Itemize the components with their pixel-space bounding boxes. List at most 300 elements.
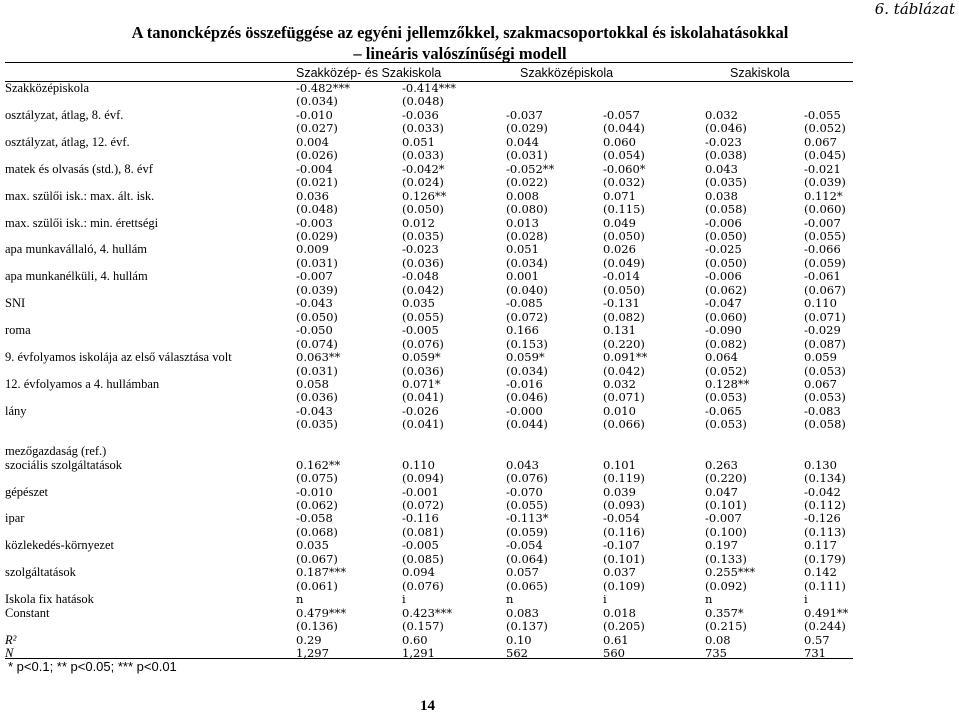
row-label: max. szülői isk.: max. ált. isk.	[5, 188, 155, 203]
table-row-se	[5, 365, 864, 378]
row-label	[5, 230, 296, 243]
significance-note: * p<0.1; ** p<0.05; *** p<0.01	[8, 659, 177, 674]
table-cell: 0.071	[603, 188, 636, 203]
table-cell: (0.034)	[506, 255, 548, 270]
table-row-se	[5, 526, 864, 539]
table-cell: (0.021)	[296, 175, 338, 190]
table-cell: i	[402, 592, 406, 607]
table-cell: 0.263	[705, 457, 738, 472]
table-cell: 0.126**	[402, 188, 447, 203]
row-label: max. szülői isk.: min. érettségi	[5, 215, 159, 230]
table-cell: (0.112)	[804, 498, 846, 513]
table-cell: (0.071)	[804, 309, 846, 324]
table-cell: (0.024)	[402, 175, 444, 190]
row-label: ipar	[5, 511, 25, 526]
row-label: gépészet	[5, 484, 49, 499]
table-row	[5, 566, 864, 579]
table-cell: 0.131	[603, 323, 636, 338]
table-cell: 0.012	[402, 215, 435, 230]
table-row-se	[5, 203, 864, 216]
results-table	[5, 82, 864, 660]
table-cell	[804, 432, 864, 445]
table-cell: 0.059*	[402, 350, 441, 365]
table-cell: -0.126	[804, 511, 841, 526]
row-label	[5, 203, 296, 216]
table-cell: -0.016	[506, 376, 543, 391]
table-cell: 0.047	[705, 484, 738, 499]
table-row-se	[5, 149, 864, 162]
table-cell: (0.055)	[506, 498, 548, 513]
table-cell: (0.087)	[804, 336, 846, 351]
table-cell	[804, 82, 864, 95]
table-cell: 0.039	[603, 484, 636, 499]
table-cell: -0.029	[804, 323, 841, 338]
table-cell: (0.048)	[402, 94, 444, 109]
table-row	[5, 607, 864, 620]
row-label: osztályzat, átlag, 8. évf.	[5, 107, 124, 122]
table-cell: (0.050)	[603, 228, 645, 243]
row-label	[5, 620, 296, 633]
table-cell: (0.046)	[506, 390, 548, 405]
table-cell: (0.052)	[705, 363, 747, 378]
table-cell: 0.049	[603, 215, 636, 230]
row-label	[5, 338, 296, 351]
table-cell: (0.042)	[603, 363, 645, 378]
table-cell: -0.414***	[402, 81, 457, 95]
row-label: roma	[5, 323, 31, 338]
table-cell: 0.29	[296, 632, 322, 647]
table-cell	[506, 82, 603, 95]
table-cell: -0.004	[296, 161, 333, 176]
table-cell: (0.076)	[402, 336, 444, 351]
table-cell: (0.044)	[506, 417, 548, 432]
row-label: szolgáltatások	[5, 565, 76, 580]
table-cell: -0.007	[296, 269, 333, 284]
table-cell: (0.058)	[804, 417, 846, 432]
group-header-szakiskola: Szakiskola	[730, 66, 790, 80]
table-cell: 0.357*	[705, 605, 744, 620]
table-cell	[603, 432, 705, 445]
table-cell: (0.220)	[603, 336, 645, 351]
table-cell: (0.050)	[402, 202, 444, 217]
table-cell: -0.113*	[506, 511, 549, 526]
table-cell: (0.059)	[804, 255, 846, 270]
table-cell: 1,291	[402, 646, 435, 661]
table-cell	[603, 82, 705, 95]
table-cell: 0.043	[506, 457, 539, 472]
table-cell: 0.423***	[402, 605, 453, 620]
table-row-se	[5, 472, 864, 485]
table-cell: (0.049)	[603, 255, 645, 270]
table-cell: 0.060	[603, 134, 636, 149]
table-cell: 0.112*	[804, 188, 843, 203]
table-cell: (0.100)	[705, 524, 747, 539]
table-row	[5, 445, 864, 458]
row-label: mezőgazdaság (ref.)	[5, 444, 107, 459]
table-cell: (0.036)	[296, 390, 338, 405]
table-cell: n	[296, 592, 304, 607]
table-cell	[705, 432, 804, 445]
table-cell: (0.153)	[506, 336, 548, 351]
table-cell: (0.133)	[705, 551, 747, 566]
table-cell: 0.035	[402, 296, 435, 311]
table-cell: (0.062)	[296, 498, 338, 513]
row-label	[5, 432, 296, 445]
table-row	[5, 459, 864, 472]
table-cell: -0.001	[402, 484, 439, 499]
table-row	[5, 109, 864, 122]
row-label: Iskola fix hatások	[5, 592, 94, 607]
table-cell: -0.025	[705, 242, 742, 257]
table-cell: -0.482***	[296, 81, 351, 95]
table-cell: (0.034)	[506, 363, 548, 378]
row-label: apa munkanélküli, 4. hullám	[5, 269, 148, 284]
table-row-se	[5, 499, 864, 512]
table-cell: -0.057	[603, 107, 640, 122]
table-cell: (0.066)	[603, 417, 645, 432]
table-cell: (0.031)	[506, 148, 548, 163]
table-cell: (0.075)	[296, 471, 338, 486]
table-cell: 0.067	[804, 376, 837, 391]
table-row	[5, 539, 864, 552]
table-cell	[402, 445, 506, 458]
table-cell: (0.080)	[506, 202, 548, 217]
table-cell: (0.031)	[296, 255, 338, 270]
row-label	[5, 284, 296, 297]
table-cell: 0.010	[603, 403, 636, 418]
table-cell: (0.179)	[804, 551, 846, 566]
table-cell: 0.491**	[804, 605, 849, 620]
row-label	[5, 418, 296, 431]
table-cell: (0.137)	[506, 619, 548, 634]
table-row	[5, 405, 864, 418]
row-label	[5, 95, 296, 108]
row-label: közlekedés-környezet	[5, 538, 114, 553]
table-cell: (0.041)	[402, 390, 444, 405]
row-label: szociális szolgáltatások	[5, 457, 122, 472]
table-cell: 0.60	[402, 632, 428, 647]
table-cell	[402, 432, 506, 445]
table-cell: 0.166	[506, 323, 539, 338]
table-row-se	[5, 391, 864, 404]
table-cell: 0.142	[804, 565, 837, 580]
table-cell: (0.052)	[804, 121, 846, 136]
table-cell: (0.036)	[402, 255, 444, 270]
table-cell: -0.055	[804, 107, 841, 122]
table-cell: (0.040)	[506, 282, 548, 297]
table-cell: (0.215)	[705, 619, 747, 634]
table-cell: 0.026	[603, 242, 636, 257]
table-cell: (0.065)	[506, 578, 548, 593]
table-cell: -0.010	[296, 484, 333, 499]
table-cell: 0.037	[603, 565, 636, 580]
table-row-se	[5, 230, 864, 243]
row-label	[5, 365, 296, 378]
table-title	[60, 22, 860, 64]
table-cell: (0.028)	[506, 228, 548, 243]
table-cell: (0.039)	[296, 282, 338, 297]
table-cell: (0.058)	[705, 202, 747, 217]
table-cell: 0.071*	[402, 376, 441, 391]
table-row-se	[5, 620, 864, 633]
table-cell: 0.051	[506, 242, 539, 257]
table-cell: (0.071)	[603, 390, 645, 405]
table-cell: 0.008	[506, 188, 539, 203]
table-row-se	[5, 432, 864, 445]
table-cell: 0.018	[603, 605, 636, 620]
table-cell: (0.101)	[705, 498, 747, 513]
table-row	[5, 634, 864, 647]
table-cell: 0.064	[705, 350, 738, 365]
table-cell	[296, 432, 402, 445]
table-cell: -0.042	[804, 484, 841, 499]
table-cell	[506, 445, 603, 458]
table-cell: (0.092)	[705, 578, 747, 593]
table-cell: -0.042*	[402, 161, 445, 176]
table-cell: (0.067)	[296, 551, 338, 566]
table-cell: 0.059	[804, 350, 837, 365]
table-cell: -0.023	[705, 134, 742, 149]
table-row-se	[5, 553, 864, 566]
table-cell: (0.034)	[296, 94, 338, 109]
table-cell: -0.043	[296, 296, 333, 311]
table-row-se	[5, 311, 864, 324]
table-cell: 0.051	[402, 134, 435, 149]
table-cell: 0.004	[296, 134, 329, 149]
table-cell: (0.041)	[402, 417, 444, 432]
table-row-se	[5, 176, 864, 189]
table-row-se	[5, 257, 864, 270]
table-cell: -0.054	[506, 538, 543, 553]
table-cell: (0.029)	[296, 228, 338, 243]
table-row	[5, 190, 864, 203]
table-cell: (0.036)	[402, 363, 444, 378]
table-cell: (0.064)	[506, 551, 548, 566]
table-cell	[705, 82, 804, 95]
table-cell: -0.065	[705, 403, 742, 418]
table-cell: (0.044)	[603, 121, 645, 136]
table-cell: (0.035)	[296, 417, 338, 432]
table-row-se	[5, 284, 864, 297]
table-cell: 0.057	[506, 565, 539, 580]
table-cell: 0.044	[506, 134, 539, 149]
table-row	[5, 82, 864, 95]
table-row	[5, 324, 864, 337]
row-label: Szakközépiskola	[5, 81, 90, 95]
table-cell: (0.157)	[402, 619, 444, 634]
table-cell: (0.059)	[506, 524, 548, 539]
table-cell: (0.220)	[705, 471, 747, 486]
table-cell: 0.013	[506, 215, 539, 230]
table-cell: (0.053)	[804, 390, 846, 405]
table-row	[5, 217, 864, 230]
row-label	[5, 176, 296, 189]
table-cell: (0.119)	[603, 471, 645, 486]
table-row	[5, 163, 864, 176]
table-cell: -0.014	[603, 269, 640, 284]
table-cell: 0.032	[603, 376, 636, 391]
table-cell: (0.046)	[705, 121, 747, 136]
table-cell: 0.058	[296, 376, 329, 391]
row-label: SNI	[5, 296, 26, 311]
table-cell: -0.007	[804, 215, 841, 230]
table-cell: (0.060)	[705, 309, 747, 324]
table-cell	[296, 445, 402, 458]
table-cell: -0.131	[603, 296, 640, 311]
row-label	[5, 580, 296, 593]
table-cell	[804, 445, 864, 458]
table-cell: (0.038)	[705, 148, 747, 163]
row-label: R²	[5, 632, 17, 647]
table-number-tag: 6. táblázat	[874, 0, 955, 18]
row-label	[5, 526, 296, 539]
row-label: N	[5, 646, 14, 661]
row-label: Constant	[5, 605, 50, 620]
table-cell: (0.076)	[402, 578, 444, 593]
table-cell	[705, 445, 804, 458]
table-cell: (0.062)	[705, 282, 747, 297]
table-cell: (0.045)	[804, 148, 846, 163]
row-label	[5, 553, 296, 566]
table-cell: 0.063**	[296, 350, 341, 365]
table-cell: (0.053)	[705, 390, 747, 405]
table-cell: (0.115)	[603, 202, 645, 217]
table-cell: -0.021	[804, 161, 841, 176]
table-row	[5, 512, 864, 525]
row-label: osztályzat, átlag, 12. évf.	[5, 134, 130, 149]
table-cell: (0.116)	[603, 524, 645, 539]
table-cell	[506, 95, 603, 108]
table-cell: -0.090	[705, 323, 742, 338]
table-cell: (0.082)	[705, 336, 747, 351]
table-row-se	[5, 122, 864, 135]
table-cell: (0.101)	[603, 551, 645, 566]
table-cell: -0.047	[705, 296, 742, 311]
table-cell: 0.091**	[603, 350, 648, 365]
table-cell	[603, 95, 705, 108]
table-cell: (0.081)	[402, 524, 444, 539]
row-label	[5, 257, 296, 270]
table-row-se	[5, 418, 864, 431]
table-row	[5, 593, 864, 606]
table-cell: (0.050)	[705, 255, 747, 270]
table-row	[5, 378, 864, 391]
table-cell: 0.08	[705, 632, 731, 647]
table-cell: 0.479***	[296, 605, 347, 620]
table-cell: 0.57	[804, 632, 830, 647]
table-cell: 0.067	[804, 134, 837, 149]
page-number: 14	[420, 698, 435, 714]
table-cell: (0.027)	[296, 121, 338, 136]
table-cell	[804, 95, 864, 108]
table-cell: 560	[603, 646, 625, 661]
table-cell: (0.109)	[603, 578, 645, 593]
table-cell: (0.035)	[705, 175, 747, 190]
table-cell: -0.058	[296, 511, 333, 526]
table-cell	[506, 432, 603, 445]
row-label: apa munkavállaló, 4. hullám	[5, 242, 147, 257]
table-cell: 0.094	[402, 565, 435, 580]
table-cell: -0.026	[402, 403, 439, 418]
table-cell: -0.006	[705, 269, 742, 284]
table-cell: 735	[705, 646, 727, 661]
table-cell: (0.093)	[603, 498, 645, 513]
table-cell: 731	[804, 646, 826, 661]
table-cell: -0.107	[603, 538, 640, 553]
row-label	[5, 472, 296, 485]
row-label	[5, 391, 296, 404]
table-cell: 0.197	[705, 538, 738, 553]
table-cell: -0.003	[296, 215, 333, 230]
table-cell: (0.055)	[402, 309, 444, 324]
row-label: lány	[5, 403, 27, 418]
table-cell: 0.117	[804, 538, 837, 553]
table-cell: (0.053)	[804, 363, 846, 378]
table-cell: -0.010	[296, 107, 333, 122]
table-cell: n	[506, 592, 514, 607]
table-cell: 0.101	[603, 457, 636, 472]
row-label	[5, 149, 296, 162]
table-cell: -0.050	[296, 323, 333, 338]
table-cell: (0.033)	[402, 121, 444, 136]
table-cell: -0.048	[402, 269, 439, 284]
table-cell: (0.061)	[296, 578, 338, 593]
table-cell: (0.060)	[804, 202, 846, 217]
table-row	[5, 136, 864, 149]
table-cell: (0.076)	[506, 471, 548, 486]
table-cell: (0.111)	[804, 578, 846, 593]
table-cell: (0.050)	[603, 282, 645, 297]
table-cell: (0.048)	[296, 202, 338, 217]
table-cell: 0.110	[804, 296, 837, 311]
table-cell: (0.050)	[296, 309, 338, 324]
table-cell: 0.130	[804, 457, 837, 472]
table-row-se	[5, 580, 864, 593]
table-cell: (0.068)	[296, 524, 338, 539]
table-cell: (0.072)	[402, 498, 444, 513]
table-cell: (0.244)	[804, 619, 846, 634]
table-cell: 0.035	[296, 538, 329, 553]
table-cell: -0.036	[402, 107, 439, 122]
row-label: 12. évfolyamos a 4. hullámban	[5, 376, 160, 391]
table-cell: (0.053)	[705, 417, 747, 432]
row-label: 9. évfolyamos iskolája az első választása volt	[5, 350, 232, 365]
table-cell: (0.113)	[804, 524, 846, 539]
table-cell: (0.082)	[603, 309, 645, 324]
table-cell: (0.205)	[603, 619, 645, 634]
table-cell: 0.001	[506, 269, 539, 284]
table-cell: -0.060*	[603, 161, 646, 176]
title-line-2: – lineáris valószínűségi modell	[353, 44, 567, 63]
row-label	[5, 499, 296, 512]
table-row	[5, 486, 864, 499]
table-cell: -0.054	[603, 511, 640, 526]
table-row	[5, 270, 864, 283]
table-cell: (0.031)	[296, 363, 338, 378]
table-cell: -0.083	[804, 403, 841, 418]
table-cell: (0.032)	[603, 175, 645, 190]
table-cell: -0.000	[506, 403, 543, 418]
table-cell: 562	[506, 646, 528, 661]
table-row	[5, 351, 864, 364]
table-cell: (0.072)	[506, 309, 548, 324]
row-label	[5, 122, 296, 135]
table-cell: 0.036	[296, 188, 329, 203]
table-cell: -0.007	[705, 511, 742, 526]
table-cell: (0.050)	[705, 228, 747, 243]
table-cell: -0.005	[402, 323, 439, 338]
table-cell: (0.033)	[402, 148, 444, 163]
